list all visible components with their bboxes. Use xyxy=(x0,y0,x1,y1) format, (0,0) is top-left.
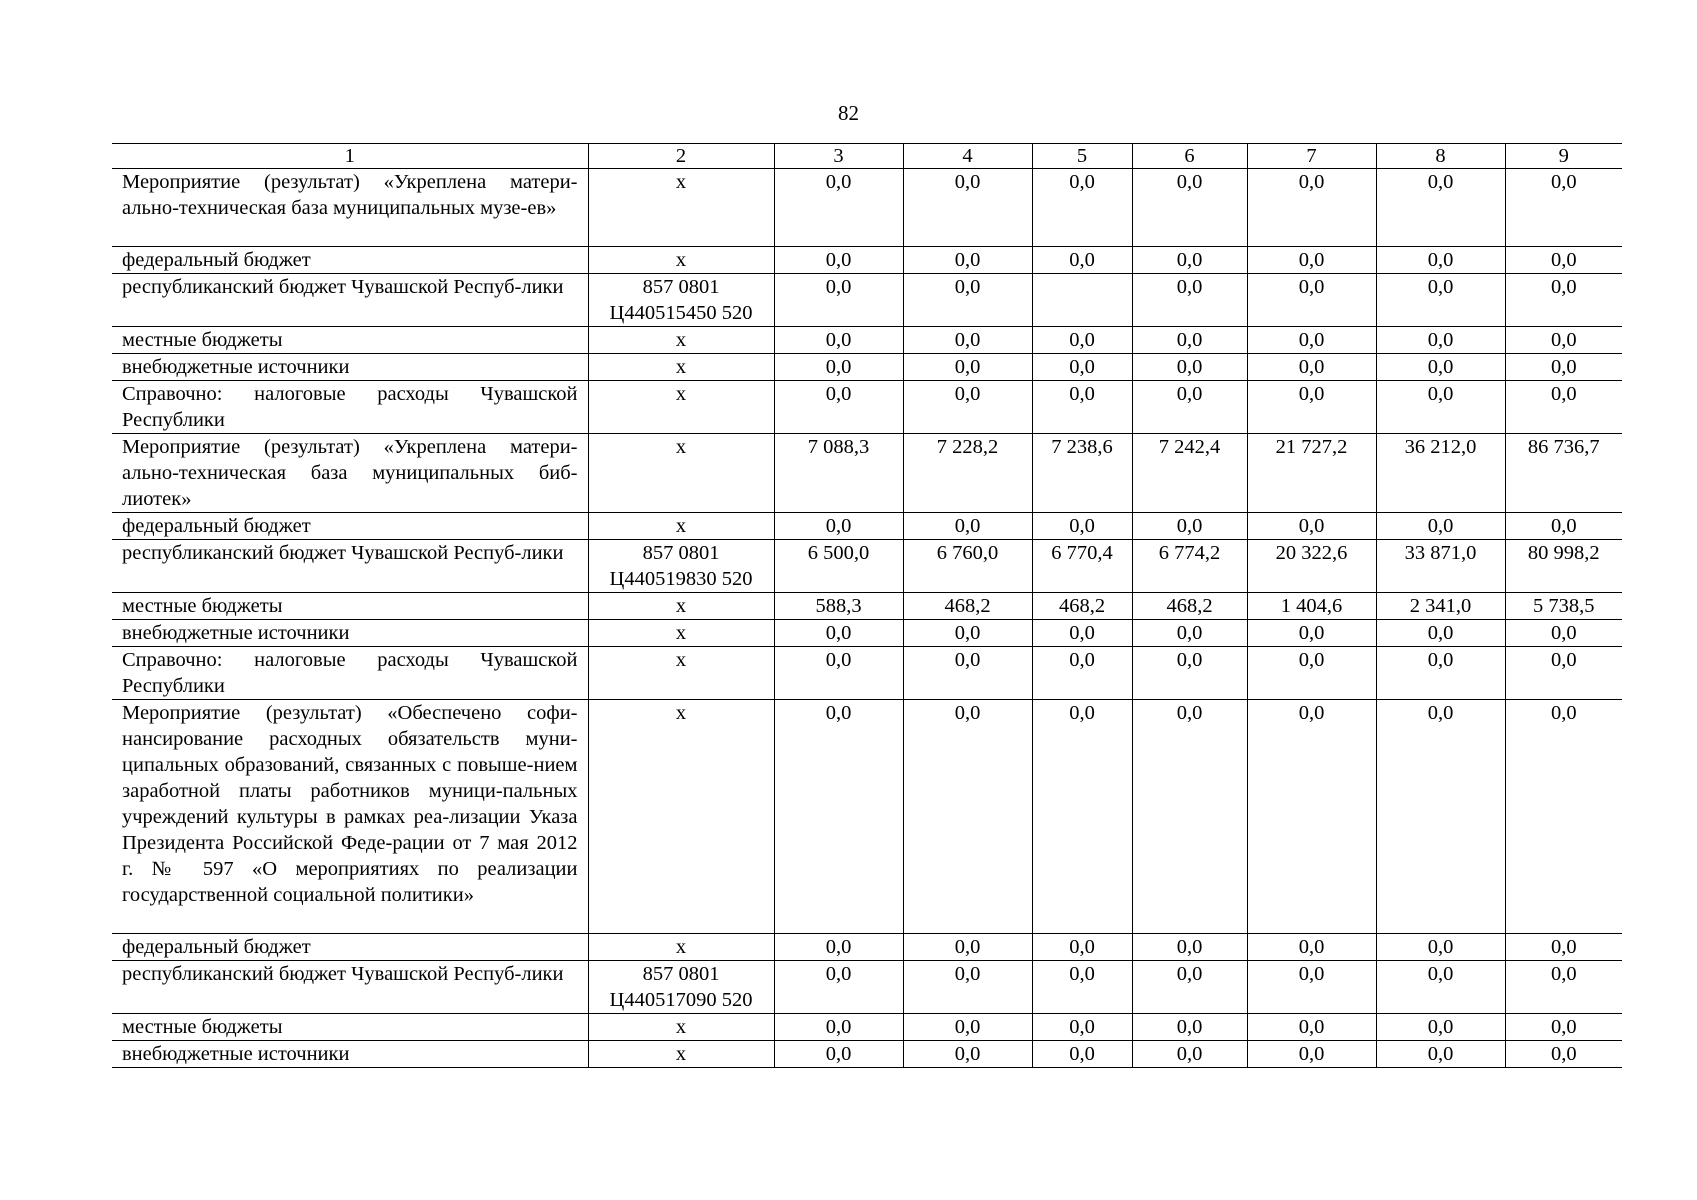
value-cell: 7 088,3 xyxy=(774,434,903,513)
value-cell: 6 774,2 xyxy=(1132,540,1247,593)
value-cell: 0,0 xyxy=(774,961,903,1014)
value-cell: 0,0 xyxy=(1032,934,1132,961)
budget-code: 857 0801 Ц440517090 520 xyxy=(588,961,774,1014)
value-cell: 7 242,4 xyxy=(1132,434,1247,513)
value-cell: 5 738,5 xyxy=(1505,593,1622,620)
row-name: внебюджетные источники xyxy=(112,1041,588,1068)
budget-code: х xyxy=(588,934,774,961)
value-cell: 0,0 xyxy=(774,1041,903,1068)
value-cell: 0,0 xyxy=(1505,934,1622,961)
value-cell: 7 228,2 xyxy=(903,434,1032,513)
value-cell: 588,3 xyxy=(774,593,903,620)
value-cell: 6 770,4 xyxy=(1032,540,1132,593)
column-header: 9 xyxy=(1505,144,1622,169)
row-name: местные бюджеты xyxy=(112,593,588,620)
value-cell: 0,0 xyxy=(1247,327,1376,354)
value-cell: 0,0 xyxy=(1132,1041,1247,1068)
table-row xyxy=(112,354,1622,381)
value-cell: 86 736,7 xyxy=(1505,434,1622,513)
value-cell: 0,0 xyxy=(903,381,1032,434)
value-cell: 0,0 xyxy=(774,354,903,381)
column-header: 6 xyxy=(1132,144,1247,169)
value-cell: 0,0 xyxy=(1247,247,1376,274)
value-cell: 0,0 xyxy=(1132,247,1247,274)
value-cell: 0,0 xyxy=(903,647,1032,700)
value-cell: 0,0 xyxy=(903,327,1032,354)
value-cell: 0,0 xyxy=(903,1014,1032,1041)
value-cell: 0,0 xyxy=(1376,620,1505,647)
column-header: 4 xyxy=(903,144,1032,169)
value-cell: 468,2 xyxy=(1132,593,1247,620)
value-cell: 0,0 xyxy=(1376,934,1505,961)
budget-code: х xyxy=(588,1014,774,1041)
value-cell: 0,0 xyxy=(1247,700,1376,934)
value-cell: 468,2 xyxy=(1032,593,1132,620)
value-cell: 0,0 xyxy=(1376,961,1505,1014)
value-cell: 0,0 xyxy=(1505,169,1622,247)
value-cell: 0,0 xyxy=(1132,381,1247,434)
value-cell: 0,0 xyxy=(1247,1041,1376,1068)
value-cell: 0,0 xyxy=(1505,354,1622,381)
row-name: внебюджетные источники xyxy=(112,620,588,647)
column-header: 2 xyxy=(588,144,774,169)
value-cell: 0,0 xyxy=(1132,647,1247,700)
table-row xyxy=(112,327,1622,354)
column-header: 3 xyxy=(774,144,903,169)
value-cell: 0,0 xyxy=(774,247,903,274)
value-cell: 0,0 xyxy=(774,934,903,961)
row-name: Мероприятие (результат) «Обеспечено софи-нансирование расходных обязательств муни-ципальных образований, связанных с повыше-нием заработной платы работников муници-пальных учреждений культуры в рамках реа-лизации Указа Президента Российской Феде-рации от 7 мая 2012 г. № 597 «О мероприятиях по реализации государственной социальной политики» xyxy=(112,700,588,934)
value-cell: 0,0 xyxy=(1505,513,1622,540)
budget-code: х xyxy=(588,169,774,247)
value-cell: 0,0 xyxy=(1376,647,1505,700)
table-row xyxy=(112,513,1622,540)
value-cell: 0,0 xyxy=(1376,513,1505,540)
column-header: 1 xyxy=(112,144,588,169)
table-row xyxy=(112,620,1622,647)
value-cell: 0,0 xyxy=(1376,327,1505,354)
value-cell: 0,0 xyxy=(1505,1041,1622,1068)
value-cell: 0,0 xyxy=(1505,961,1622,1014)
value-cell: 0,0 xyxy=(1132,354,1247,381)
value-cell: 0,0 xyxy=(1247,513,1376,540)
row-name: федеральный бюджет xyxy=(112,247,588,274)
budget-code: х xyxy=(588,354,774,381)
budget-code: х xyxy=(588,513,774,540)
value-cell: 0,0 xyxy=(1505,1014,1622,1041)
table-row xyxy=(112,169,1622,247)
table-row xyxy=(112,1041,1622,1068)
value-cell: 0,0 xyxy=(1247,620,1376,647)
row-name: республиканский бюджет Чувашской Респуб-лики xyxy=(112,540,588,593)
budget-code: х xyxy=(588,593,774,620)
row-name: внебюджетные источники xyxy=(112,354,588,381)
value-cell: 0,0 xyxy=(903,169,1032,247)
value-cell: 0,0 xyxy=(774,513,903,540)
budget-code: х xyxy=(588,1041,774,1068)
table-row xyxy=(112,540,1622,593)
value-cell: 0,0 xyxy=(1505,620,1622,647)
value-cell: 0,0 xyxy=(774,700,903,934)
value-cell: 6 500,0 xyxy=(774,540,903,593)
table-row xyxy=(112,593,1622,620)
value-cell: 0,0 xyxy=(774,1014,903,1041)
value-cell: 0,0 xyxy=(1247,274,1376,327)
value-cell: 2 341,0 xyxy=(1376,593,1505,620)
value-cell: 0,0 xyxy=(1132,961,1247,1014)
value-cell: 20 322,6 xyxy=(1247,540,1376,593)
value-cell: 80 998,2 xyxy=(1505,540,1622,593)
value-cell: 0,0 xyxy=(1376,247,1505,274)
value-cell: 0,0 xyxy=(1032,1014,1132,1041)
value-cell: 0,0 xyxy=(1376,700,1505,934)
value-cell: 21 727,2 xyxy=(1247,434,1376,513)
value-cell: 0,0 xyxy=(774,327,903,354)
budget-code: х xyxy=(588,647,774,700)
value-cell: 0,0 xyxy=(1132,327,1247,354)
budget-code: 857 0801 Ц440515450 520 xyxy=(588,274,774,327)
value-cell: 0,0 xyxy=(1247,934,1376,961)
column-header: 7 xyxy=(1247,144,1376,169)
page-number: 82 xyxy=(838,101,859,125)
row-name: федеральный бюджет xyxy=(112,934,588,961)
header-row xyxy=(112,144,1622,169)
value-cell: 0,0 xyxy=(1247,647,1376,700)
value-cell: 0,0 xyxy=(1132,274,1247,327)
value-cell: 0,0 xyxy=(1032,354,1132,381)
row-name: республиканский бюджет Чувашской Респуб-лики xyxy=(112,274,588,327)
table-row xyxy=(112,700,1622,934)
value-cell: 0,0 xyxy=(903,247,1032,274)
budget-code: х xyxy=(588,620,774,647)
value-cell: 0,0 xyxy=(1247,169,1376,247)
value-cell: 0,0 xyxy=(1032,961,1132,1014)
value-cell: 0,0 xyxy=(774,620,903,647)
value-cell: 0,0 xyxy=(1132,620,1247,647)
budget-table xyxy=(112,143,1622,1068)
column-header: 8 xyxy=(1376,144,1505,169)
value-cell: 0,0 xyxy=(1032,513,1132,540)
value-cell: 0,0 xyxy=(903,513,1032,540)
value-cell: 0,0 xyxy=(1247,381,1376,434)
value-cell: 0,0 xyxy=(1376,274,1505,327)
value-cell: 0,0 xyxy=(1505,381,1622,434)
value-cell: 0,0 xyxy=(1376,381,1505,434)
budget-code: х xyxy=(588,700,774,934)
value-cell: 0,0 xyxy=(1376,1014,1505,1041)
value-cell: 0,0 xyxy=(903,700,1032,934)
table-row xyxy=(112,434,1622,513)
value-cell xyxy=(1032,274,1132,327)
value-cell: 0,0 xyxy=(1032,381,1132,434)
row-name: Справочно: налоговые расходы Чувашской Республики xyxy=(112,647,588,700)
column-header: 5 xyxy=(1032,144,1132,169)
value-cell: 0,0 xyxy=(1032,1041,1132,1068)
value-cell: 0,0 xyxy=(774,381,903,434)
value-cell: 0,0 xyxy=(1505,327,1622,354)
value-cell: 36 212,0 xyxy=(1376,434,1505,513)
value-cell: 0,0 xyxy=(1376,354,1505,381)
value-cell: 0,0 xyxy=(1247,1014,1376,1041)
table-row xyxy=(112,961,1622,1014)
table-row xyxy=(112,934,1622,961)
value-cell: 0,0 xyxy=(1032,169,1132,247)
value-cell: 0,0 xyxy=(1247,354,1376,381)
value-cell: 0,0 xyxy=(1505,700,1622,934)
value-cell: 0,0 xyxy=(1132,1014,1247,1041)
row-name: федеральный бюджет xyxy=(112,513,588,540)
value-cell: 33 871,0 xyxy=(1376,540,1505,593)
value-cell: 0,0 xyxy=(1505,647,1622,700)
table-row xyxy=(112,381,1622,434)
table-row xyxy=(112,247,1622,274)
table-row xyxy=(112,1014,1622,1041)
value-cell: 0,0 xyxy=(1247,961,1376,1014)
value-cell: 0,0 xyxy=(1132,513,1247,540)
row-name: местные бюджеты xyxy=(112,1014,588,1041)
row-name: республиканский бюджет Чувашской Респуб-лики xyxy=(112,961,588,1014)
value-cell: 0,0 xyxy=(1376,169,1505,247)
value-cell: 0,0 xyxy=(1505,247,1622,274)
row-name: Мероприятие (результат) «Укреплена матери-ально-техническая база муниципальных биб-лиотек» xyxy=(112,434,588,513)
table-row xyxy=(112,647,1622,700)
value-cell: 0,0 xyxy=(903,354,1032,381)
value-cell: 468,2 xyxy=(903,593,1032,620)
row-name: местные бюджеты xyxy=(112,327,588,354)
budget-code: х xyxy=(588,327,774,354)
value-cell: 0,0 xyxy=(1032,247,1132,274)
value-cell: 7 238,6 xyxy=(1032,434,1132,513)
budget-code: х xyxy=(588,247,774,274)
value-cell: 0,0 xyxy=(1032,700,1132,934)
value-cell: 6 760,0 xyxy=(903,540,1032,593)
value-cell: 0,0 xyxy=(774,169,903,247)
value-cell: 0,0 xyxy=(903,1041,1032,1068)
row-name: Мероприятие (результат) «Укреплена матери-ально-техническая база муниципальных музе-ев» xyxy=(112,169,588,247)
value-cell: 0,0 xyxy=(903,961,1032,1014)
value-cell: 1 404,6 xyxy=(1247,593,1376,620)
value-cell: 0,0 xyxy=(903,620,1032,647)
value-cell: 0,0 xyxy=(1032,327,1132,354)
value-cell: 0,0 xyxy=(1132,934,1247,961)
value-cell: 0,0 xyxy=(1032,620,1132,647)
value-cell: 0,0 xyxy=(1505,274,1622,327)
value-cell: 0,0 xyxy=(1132,700,1247,934)
value-cell: 0,0 xyxy=(1032,647,1132,700)
value-cell: 0,0 xyxy=(903,274,1032,327)
value-cell: 0,0 xyxy=(1132,169,1247,247)
budget-code: х xyxy=(588,381,774,434)
value-cell: 0,0 xyxy=(1376,1041,1505,1068)
budget-code: х xyxy=(588,434,774,513)
table-row xyxy=(112,274,1622,327)
value-cell: 0,0 xyxy=(903,934,1032,961)
row-name: Справочно: налоговые расходы Чувашской Республики xyxy=(112,381,588,434)
value-cell: 0,0 xyxy=(774,274,903,327)
value-cell: 0,0 xyxy=(774,647,903,700)
budget-code: 857 0801 Ц440519830 520 xyxy=(588,540,774,593)
